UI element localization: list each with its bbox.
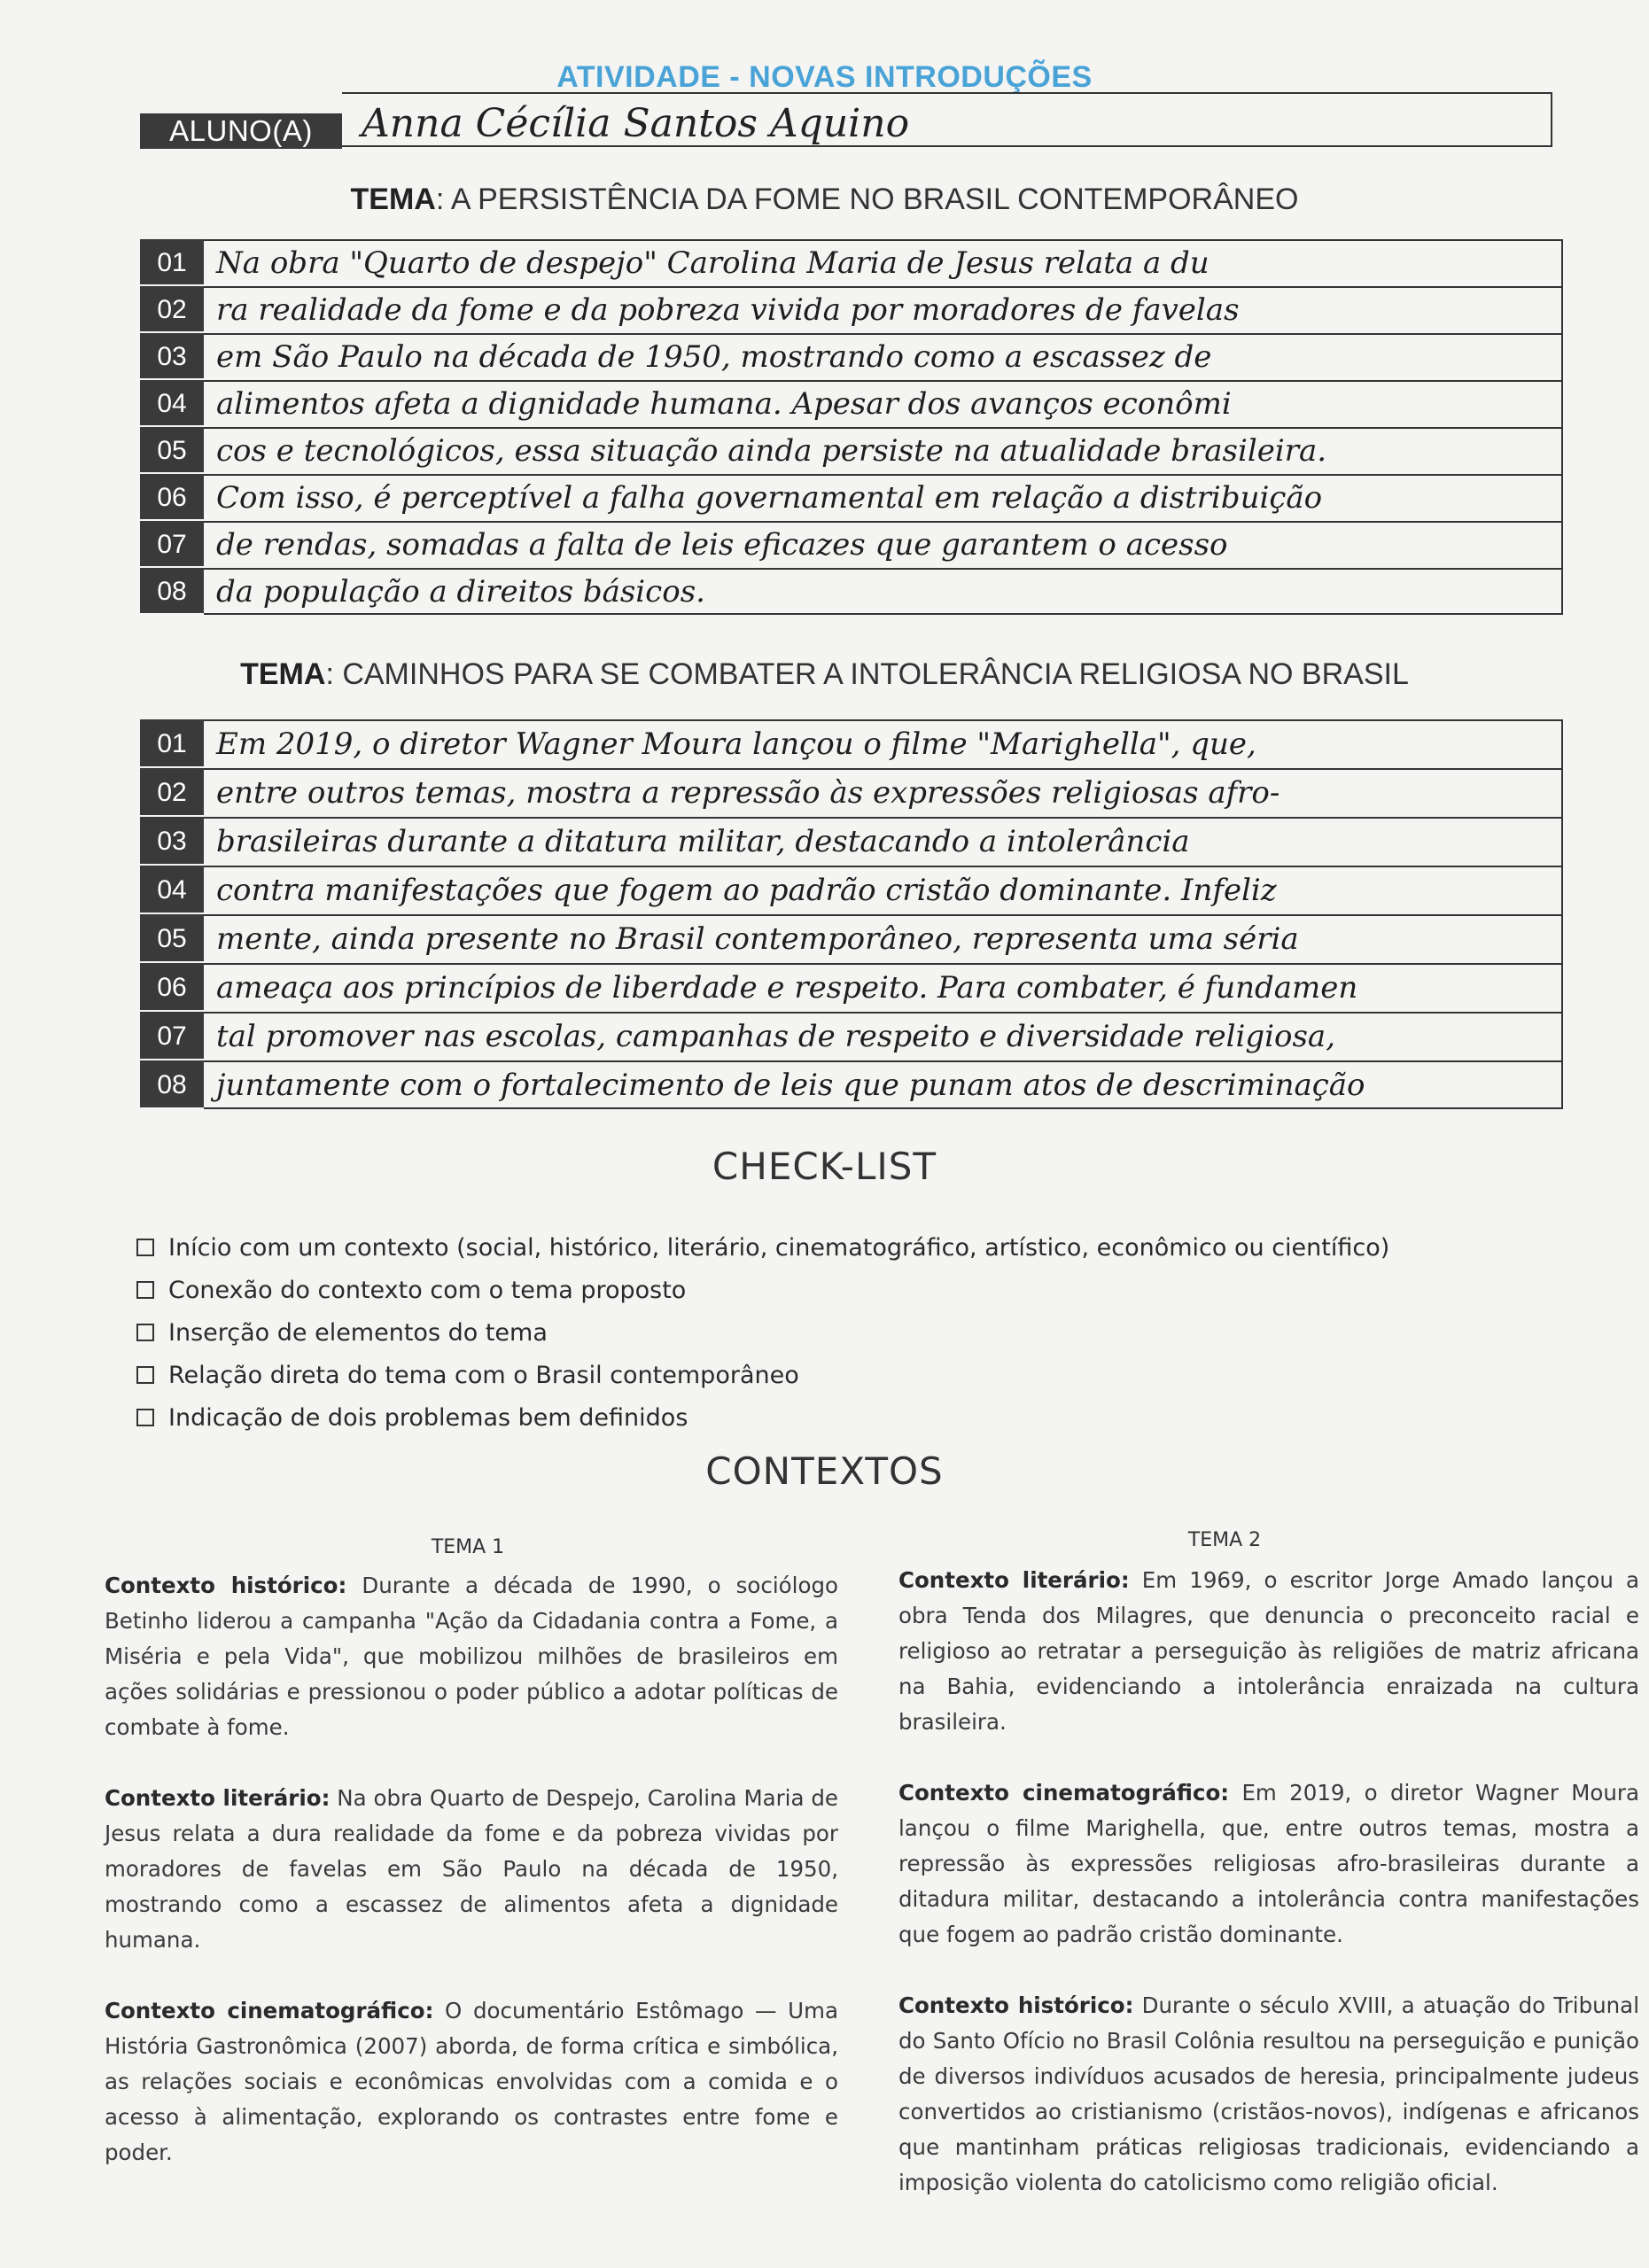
line-number: 06 bbox=[140, 474, 204, 521]
checkbox-icon[interactable] bbox=[136, 1409, 154, 1426]
line-number: 06 bbox=[140, 963, 204, 1012]
line-number: 02 bbox=[140, 768, 204, 817]
checklist-item-label: Início com um contexto (social, histórico, literário, cinematográfico, artístico, econômico ou científico) bbox=[168, 1233, 1390, 1262]
checklist-item[interactable] bbox=[136, 1354, 1389, 1396]
handwritten-line[interactable]: da população a direitos básicos. bbox=[204, 568, 1563, 615]
tema2-text: : CAMINHOS PARA SE COMBATER A INTOLERÂNCIA RELIGIOSA NO BRASIL bbox=[325, 657, 1409, 691]
line-number: 01 bbox=[140, 239, 204, 286]
line-number: 03 bbox=[140, 817, 204, 866]
line-number: 01 bbox=[140, 719, 204, 768]
context-text: Durante o século XVIII, a atuação do Tribunal do Santo Ofício no Brasil Colônia resultou na perseguição e punição de diversos indivíduos acusados de heresia, principalmente judeus convertidos ao cristianismo (cristãos-novos), indígenas e africanos que mantinham práticas religiosas tradicionais, evidenciando a imposição violenta do catolicismo como religião oficial. bbox=[898, 1992, 1640, 2195]
checkbox-icon[interactable] bbox=[136, 1281, 154, 1299]
tema2-contexts bbox=[898, 1563, 1639, 2236]
handwritten-line[interactable]: Em 2019, o diretor Wagner Moura lançou o filme "Marighella", que, bbox=[204, 719, 1563, 768]
tema1-contexts bbox=[105, 1568, 838, 2206]
tema2-label: TEMA bbox=[240, 657, 326, 691]
context-paragraph bbox=[105, 1993, 838, 2171]
checklist-item[interactable] bbox=[136, 1269, 1389, 1311]
handwritten-line[interactable]: mente, ainda presente no Brasil contemporâneo, representa uma séria bbox=[204, 914, 1563, 963]
line-number: 08 bbox=[140, 568, 204, 615]
handwritten-line[interactable]: tal promover nas escolas, campanhas de respeito e diversidade religiosa, bbox=[204, 1012, 1563, 1060]
context-paragraph bbox=[105, 1568, 838, 1745]
checklist-item-label: Inserção de elementos do tema bbox=[168, 1318, 548, 1347]
line-number: 07 bbox=[140, 1012, 204, 1060]
context-paragraph bbox=[898, 1563, 1639, 1740]
checklist-item-label: Conexão do contexto com o tema proposto bbox=[168, 1276, 687, 1304]
tema2-line-numbers bbox=[140, 719, 204, 1109]
checkbox-icon[interactable] bbox=[136, 1366, 154, 1384]
context-label: Contexto literário: bbox=[105, 1785, 331, 1811]
checklist-item-label: Indicação de dois problemas bem definidos bbox=[168, 1403, 688, 1432]
handwritten-line[interactable]: Na obra "Quarto de despejo" Carolina Maria de Jesus relata a du bbox=[204, 239, 1563, 286]
line-number: 08 bbox=[140, 1060, 204, 1109]
context-text: Em 1969, o escritor Jorge Amado lançou a obra Tenda dos Milagres, que denuncia o preconceito racial e religioso ao retratar a perseguição às religiões de matriz africana na Bahia, evidenciando a intolerância enraizada na cultura brasileira. bbox=[898, 1567, 1639, 1735]
handwritten-line[interactable]: alimentos afeta a dignidade humana. Apesar dos avanços econômi bbox=[204, 380, 1563, 427]
line-number: 04 bbox=[140, 380, 204, 427]
checklist-item[interactable] bbox=[136, 1226, 1389, 1269]
tema1-column-head: TEMA 1 bbox=[431, 1536, 505, 1558]
handwritten-line[interactable]: juntamente com o fortalecimento de leis que punam atos de descriminação bbox=[204, 1060, 1563, 1109]
tema1-label: TEMA bbox=[350, 183, 436, 216]
handwritten-line[interactable]: Com isso, é perceptível a falha governamental em relação a distribuição bbox=[204, 474, 1563, 521]
line-number: 07 bbox=[140, 521, 204, 568]
student-name-row bbox=[140, 92, 1552, 149]
context-text: O documentário Estômago — Uma História Gastronômica (2007) aborda, de forma crítica e simbólica, as relações sociais e econômicas envolvidas com a comida e o acesso à alimentação, explorando os contrastes entre fome e poder. bbox=[105, 1998, 838, 2165]
checkbox-icon[interactable] bbox=[136, 1239, 154, 1256]
context-text: Na obra Quarto de Despejo, Carolina Maria de Jesus relata a dura realidade da fome e da pobreza vividas por moradores de favelas em São Paulo na década de 1950, mostrando como a escassez de alimentos afeta a dignidade humana. bbox=[105, 1785, 838, 1953]
line-number: 05 bbox=[140, 427, 204, 474]
handwritten-line[interactable]: entre outros temas, mostra a repressão às expressões religiosas afro- bbox=[204, 768, 1563, 817]
context-paragraph bbox=[105, 1781, 838, 1958]
checklist-title: CHECK-LIST bbox=[712, 1145, 937, 1188]
tema1-text: : A PERSISTÊNCIA DA FOME NO BRASIL CONTEMPORÂNEO bbox=[435, 183, 1299, 216]
tema1-line-numbers bbox=[140, 239, 204, 615]
tema2-title bbox=[0, 657, 1649, 692]
checklist-item[interactable] bbox=[136, 1311, 1389, 1354]
context-label: Contexto histórico: bbox=[898, 1992, 1134, 2018]
context-label: Contexto cinematográfico: bbox=[898, 1780, 1230, 1806]
context-label: Contexto cinematográfico: bbox=[105, 1998, 434, 2023]
context-text: Em 2019, o diretor Wagner Moura lançou o filme Marighella, que, entre outros temas, mostra a repressão às expressões religiosas afro-brasileiras durante a ditadura militar, destacando a intolerância contra manifestações que fogem ao padrão cristão dominante. bbox=[898, 1780, 1639, 1947]
checklist-item[interactable] bbox=[136, 1396, 1389, 1439]
handwritten-line[interactable]: contra manifestações que fogem ao padrão cristão dominante. Infeliz bbox=[204, 866, 1563, 914]
line-number: 04 bbox=[140, 866, 204, 914]
handwritten-line[interactable]: cos e tecnológicos, essa situação ainda persiste na atualidade brasileira. bbox=[204, 427, 1563, 474]
contextos-title: CONTEXTOS bbox=[705, 1449, 944, 1493]
student-name-handwriting: Anna Cécília Santos Aquino bbox=[362, 101, 910, 146]
handwritten-line[interactable]: ameaça aos princípios de liberdade e respeito. Para combater, é fundamen bbox=[204, 963, 1563, 1012]
line-number: 03 bbox=[140, 333, 204, 380]
handwritten-line[interactable]: em São Paulo na década de 1950, mostrando como a escassez de bbox=[204, 333, 1563, 380]
context-text: Durante a década de 1990, o sociólogo Betinho liderou a campanha "Ação da Cidadania contra a Fome, a Miséria e pela Vida", que mobilizou milhões de brasileiros em ações solidárias e pressionou o poder público a adotar políticas de combate à fome. bbox=[105, 1573, 839, 1740]
document-title: ATIVIDADE - NOVAS INTRODUÇÕES bbox=[556, 60, 1093, 94]
checklist bbox=[136, 1226, 1389, 1439]
context-paragraph bbox=[898, 1775, 1639, 1953]
line-number: 02 bbox=[140, 286, 204, 333]
context-paragraph bbox=[898, 1988, 1639, 2201]
tema2-column-head: TEMA 2 bbox=[1187, 1529, 1262, 1551]
student-label: ALUNO(A) bbox=[140, 113, 342, 149]
handwritten-line[interactable]: ra realidade da fome e da pobreza vivida por moradores de favelas bbox=[204, 286, 1563, 333]
tema1-title bbox=[0, 183, 1649, 217]
handwritten-line[interactable]: de rendas, somadas a falta de leis eficazes que garantem o acesso bbox=[204, 521, 1563, 568]
tema2-lines[interactable] bbox=[204, 719, 1563, 1109]
handwritten-line[interactable]: brasileiras durante a ditatura militar, destacando a intolerância bbox=[204, 817, 1563, 866]
checklist-item-label: Relação direta do tema com o Brasil contemporâneo bbox=[168, 1361, 799, 1389]
tema2-writing-block bbox=[140, 719, 1563, 1109]
tema1-lines[interactable] bbox=[204, 239, 1563, 615]
context-label: Contexto histórico: bbox=[105, 1573, 347, 1598]
checkbox-icon[interactable] bbox=[136, 1324, 154, 1341]
context-label: Contexto literário: bbox=[898, 1567, 1130, 1593]
tema1-writing-block bbox=[140, 239, 1563, 615]
line-number: 05 bbox=[140, 914, 204, 963]
